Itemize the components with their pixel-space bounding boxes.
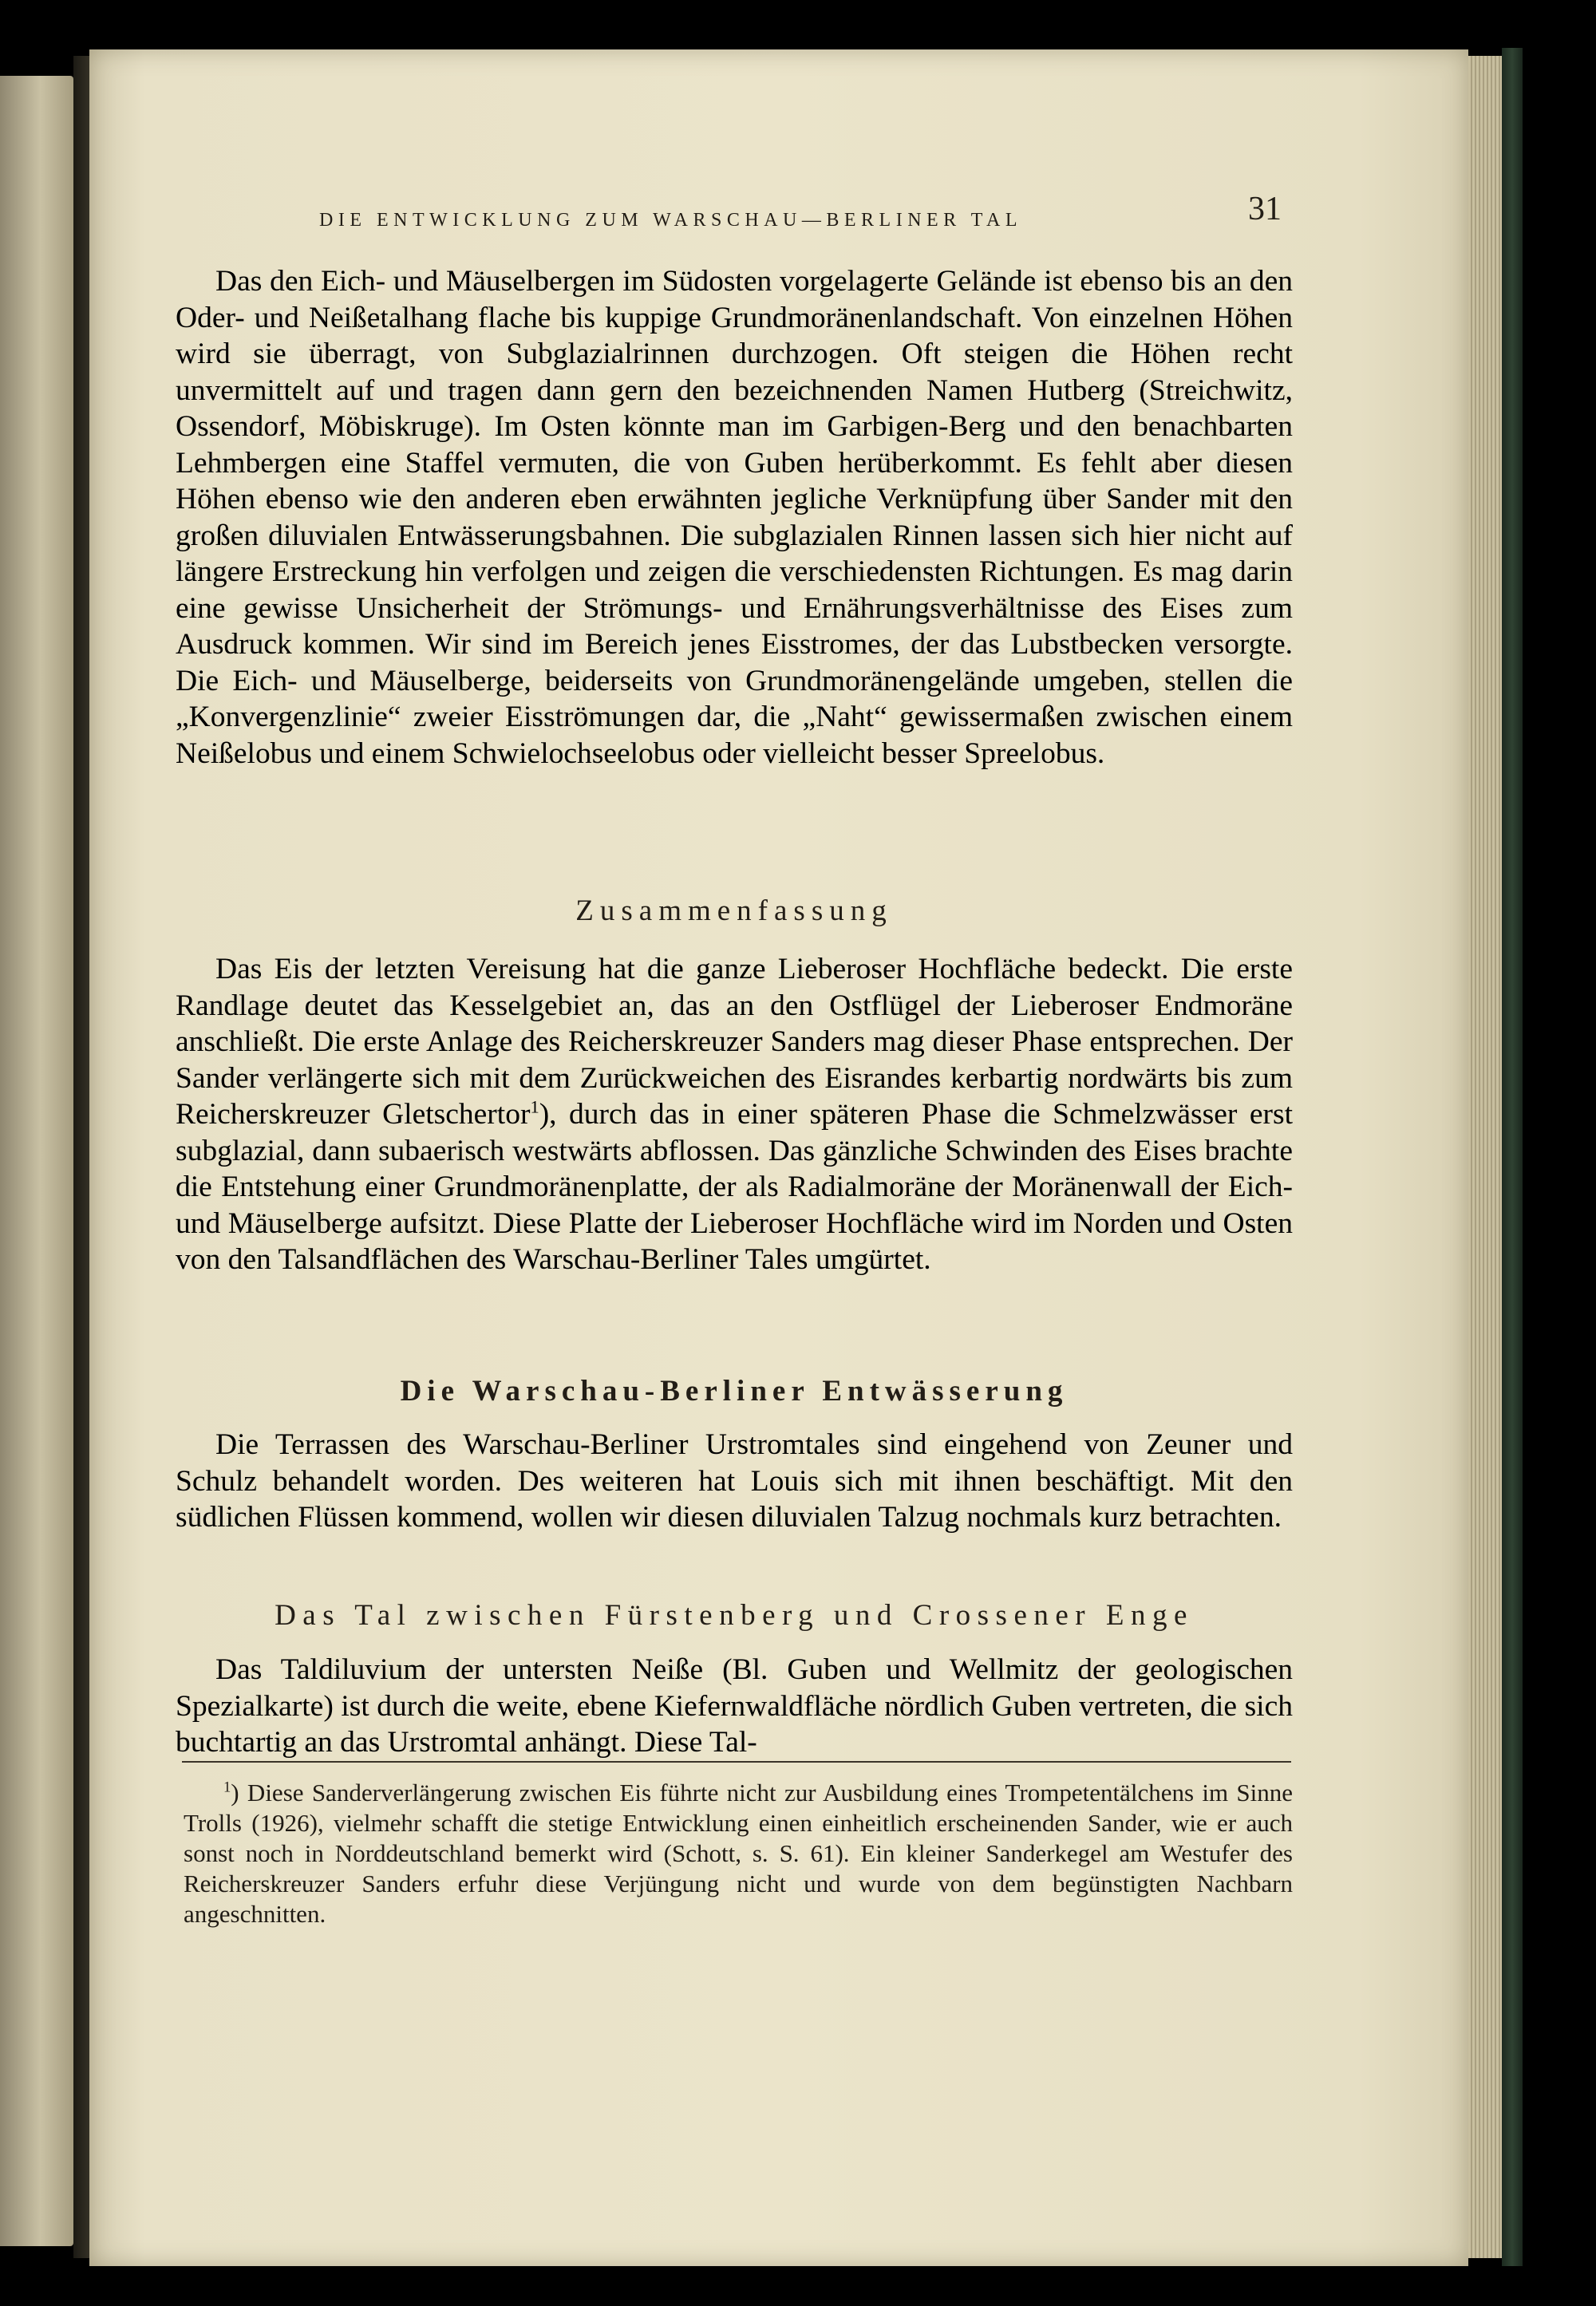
paragraph-4: Das Taldiluvium der untersten Neiße (Bl. Guben und Wellmitz der geologischen Spezialkarte) ist durch die weite, ebene Kiefernwaldfläche nördlich Guben vertreten, die sich buchtartig an das Urstromtal anhängt. Diese Tal- [176, 1653, 1293, 1759]
page-number: 31 [1248, 191, 1282, 227]
section-heading-tal: Das Tal zwischen Fürstenberg und Crossener Enge [275, 1599, 1194, 1632]
text-block-1 [176, 263, 1293, 772]
book-cover-edge [1502, 48, 1523, 2266]
footnote-mark: 1 [223, 1779, 231, 1796]
paragraph-2 [176, 951, 1293, 1278]
paragraph-1: Das den Eich- und Mäuselbergen im Südosten vorgelagerte Gelände ist ebenso bis an den Oder- und Neißetalhang flache bis kuppige Grundmoränenlandschaft. Von einzelnen Höhen wird sie überragt, von Subglazialrinnen durchzogen. Oft steigen die Höhen recht unvermittelt auf und tragen dann gern den bezeichnenden Namen Hutberg (Streichwitz, Ossendorf, Möbiskruge). Im Osten könnte man im Garbigen-Berg und den benachbarten Lehmbergen eine Staffel vermuten, die von Guben herüberkommt. Es fehlt aber diesen Höhen ebenso wie den anderen eben erwähnten jegliche Verknüpfung über Sander mit den großen diluvialen Entwässerungsbahnen. Die subglazialen Rinnen lassen sich hier nicht auf längere Erstreckung hin verfolgen und zeigen die verschiedensten Richtungen. Es mag darin eine gewisse Unsicherheit der Strömungs- und Ernährungsverhältnisse des Eises zum Ausdruck kommen. Wir sind im Bereich jenes Eisstromes, der das Lubstbecken versorgte. Die Eich- und Mäuselberge, beiderseits von Grundmoränengelände umgeben, stellen die „Konvergenzlinie“ zweier Eisströmungen dar, die „Naht“ gewissermaßen zwischen einem Neißelobus und einem Schwielochseelobus oder vielleicht besser Spreelobus. [176, 265, 1293, 770]
left-page-edge [0, 76, 73, 2246]
footnote-divider [182, 1761, 1291, 1763]
text-block-2 [176, 951, 1293, 1278]
footnote [184, 1778, 1293, 1929]
section-heading-zusammenfassung: Zusammenfassung [575, 894, 893, 927]
paragraph-2-part-2: ), durch das in einer späteren Phase die Schmelzwässer erst subglazial, dann subaerisch westwärts abflossen. Das gänzliche Schwinden des Eises brachte die Entstehung einer Grundmoränenplatte, der als Radialmoräne der Moränenwall der Eich- und Mäuselberge aufsitzt. Diese Platte der Lieberoser Hochfläche wird im Norden und Osten von den Talsandflächen des Warschau-Berliner Tales umgürtet. [176, 1098, 1293, 1276]
text-block-3 [176, 1427, 1293, 1536]
paragraph-2-part-1: Das Eis der letzten Vereisung hat die ganze Lieberoser Hochfläche bedeckt. Die erste Randlage deutet das Kesselgebiet an, das an den Ostflügel der Lieberoser Endmoräne anschließt. Die erste Anlage des Reicherskreuzer Sanders mag dieser Phase entsprechen. Der Sander verlängerte sich mit dem Zurückweichen des Eisrandes kerbartig nordwärts bis zum Reicherskreuzer Gletschertor [176, 953, 1293, 1131]
footnote-reference: 1 [530, 1096, 539, 1117]
paragraph-3: Die Terrassen des Warschau-Berliner Urstromtales sind eingehend von Zeuner und Schulz behandelt worden. Des weiteren hat Louis sich mit ihnen beschäftigt. Mit den südlichen Flüssen kommend, wollen wir diesen diluvialen Talzug nochmals kurz betrachten. [176, 1428, 1293, 1534]
section-heading-entwaesserung: Die Warschau-Berliner Entwässerung [400, 1375, 1069, 1408]
running-head: DIE ENTWICKLUNG ZUM WARSCHAU—BERLINER TAL [319, 210, 1022, 231]
footnote-text: ) Diese Sanderverlängerung zwischen Eis führte nicht zur Ausbildung eines Trompetentälchens im Sinne Trolls (1926), vielmehr schafft die stetige Entwicklung einen einheitlich erscheinenden Sander, wie er auch sonst noch in Norddeutschland bemerkt wird (Schott, s. S. 61). Ein kleiner Sanderkegel am Westufer des Reicherskreuzer Sanders erfuhr diese Verjüngung nicht und wurde von dem begünstigten Nachbarn angeschnitten. [184, 1779, 1293, 1928]
text-block-4 [176, 1652, 1293, 1761]
page-stack-edge [1468, 56, 1502, 2258]
